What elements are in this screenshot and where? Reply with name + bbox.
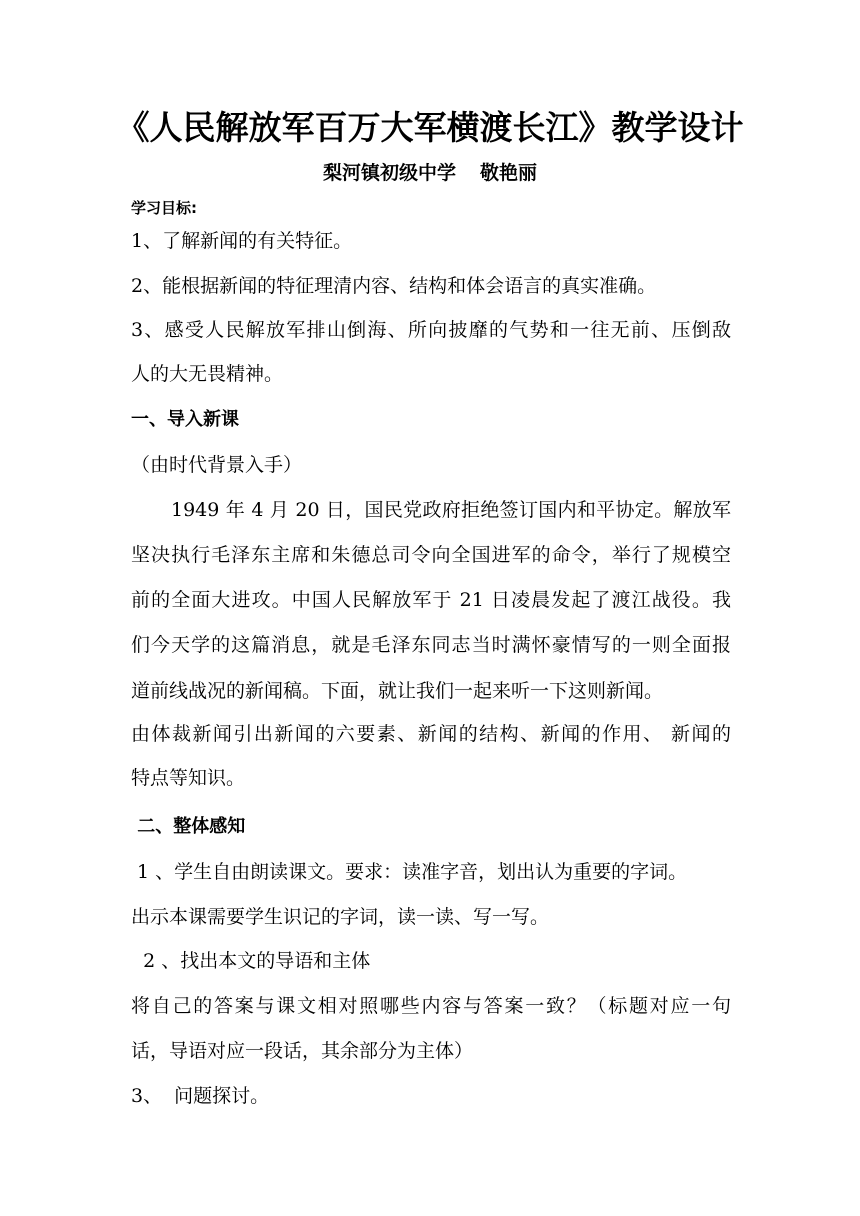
document-title: 《人民解放军百万大军横渡长江》教学设计 (116, 108, 744, 147)
followup-line: 由体裁新闻引出新闻的六要素、新闻的结构、新闻的作用、 新闻的 (131, 723, 731, 745)
author-school: 梨河镇初级中学 (322, 162, 456, 184)
objectives-heading: 学习目标: (131, 199, 197, 217)
task-followup: 出示本课需要学生识记的字词，读一读、写一写。 (131, 906, 550, 928)
task-followup: 将自己的答案与课文相对照哪些内容与答案一致？（标题对应一句 (131, 995, 731, 1017)
paragraph-line: 前的全面大进攻。中国人民解放军于 21 日凌晨发起了渡江战役。我 (131, 589, 731, 611)
followup-line: 特点等知识。 (131, 767, 246, 789)
paragraph-line: 1949 年 4 月 20 日，国民党政府拒绝签订国内和平协定。解放军 (171, 499, 731, 521)
paragraph-line: 坚决执行毛泽东主席和朱德总司令向全国进军的命令，举行了规模空 (131, 544, 731, 566)
section-heading-intro: 一、导入新课 (131, 409, 239, 430)
section-note: （由时代背景入手） (131, 454, 303, 476)
author-line (0, 158, 860, 188)
paragraph-line: 们今天学的这篇消息，就是毛泽东同志当时满怀豪情写的一则全面报 (131, 634, 731, 656)
task-followup: 话，导语对应一段话，其余部分为主体） (131, 1040, 474, 1062)
paragraph-line: 道前线战况的新闻稿。下面，就让我们一起来听一下这则新闻。 (131, 680, 664, 702)
task-item: 1 、学生自由朗读课文。要求：读准字音，划出认为重要的字词。 (131, 861, 688, 883)
task-item: 2 、找出本文的导语和主体 (131, 950, 371, 972)
objective-item: 3、感受人民解放军排山倒海、所向披靡的气势和一往无前、压倒敌 (131, 319, 731, 341)
author-name: 敬艳丽 (480, 162, 538, 184)
objective-item-continued: 人的大无畏精神。 (131, 363, 284, 385)
objective-item: 2、能根据新闻的特征理清内容、结构和体会语言的真实准确。 (131, 275, 657, 297)
section-heading-overview: 二、整体感知 (131, 816, 246, 837)
objective-item: 1、了解新闻的有关特征。 (131, 230, 353, 252)
task-item: 3、 问题探讨。 (131, 1085, 270, 1107)
